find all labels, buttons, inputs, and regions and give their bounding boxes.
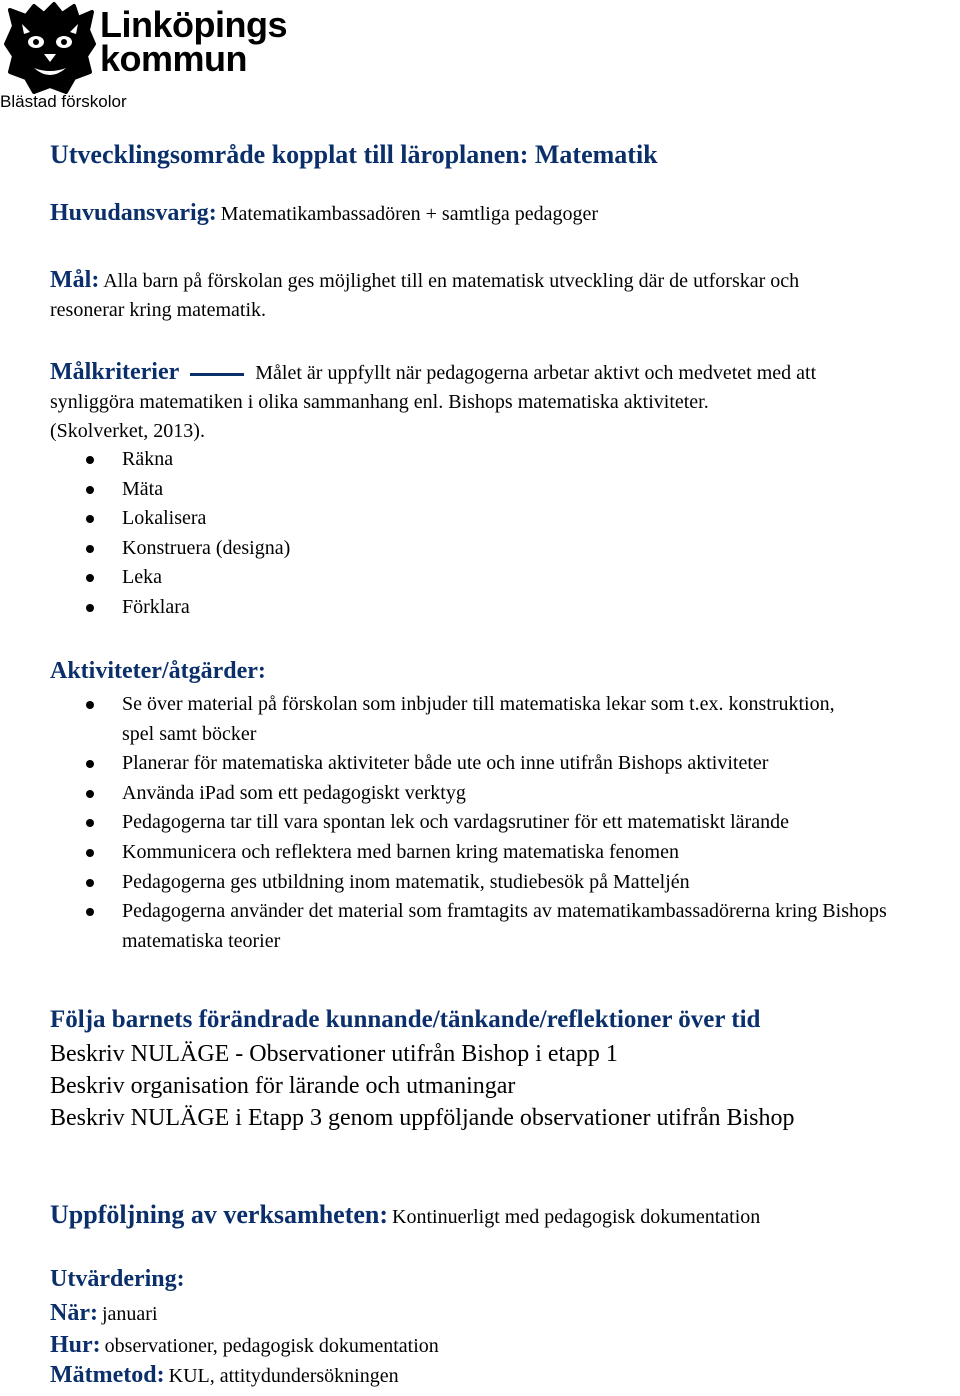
goal-block <box>50 266 954 325</box>
evaluation-when-row <box>50 1300 954 1327</box>
evaluation-method-row <box>50 1362 954 1389</box>
criteria-list-wrap <box>50 445 954 623</box>
list-item: Planerar för matematiska aktiviteter både ute och inne utifrån Bishops aktiviteter <box>50 749 960 779</box>
goal-label: Mål: <box>50 267 100 293</box>
list-item: Pedagogerna tar till vara spontan lek och vardagsrutiner för ett matematiskt lärande <box>50 808 960 838</box>
list-item: Räkna <box>50 445 954 475</box>
linkoping-lion-logo-icon <box>4 2 96 94</box>
evaluation-label: Utvärdering: <box>50 1266 185 1292</box>
followup-value: Kontinuerligt med pedagogisk dokumentation <box>392 1206 761 1228</box>
evaluation-when-label: När: <box>50 1300 98 1326</box>
list-item: Mäta <box>50 475 954 505</box>
criteria-line-1: Målet är uppfyllt när pedagogerna arbetar aktivt och medvetet med att <box>255 362 817 384</box>
goal-line-1: Alla barn på förskolan ges möjlighet till en matematisk utveckling där de utforskar och <box>103 270 800 292</box>
list-item: Leka <box>50 563 954 593</box>
responsible-label: Huvudansvarig: <box>50 200 217 226</box>
followup-row <box>50 1200 954 1230</box>
evaluation-method-value: KUL, attitydundersökningen <box>168 1365 399 1387</box>
page-title: Utvecklingsområde kopplat till läroplanen: Matematik <box>50 140 658 169</box>
follow-line-3: Beskriv NULÄGE i Etapp 3 genom uppföljande observationer utifrån Bishop <box>50 1105 795 1131</box>
activities-list-wrap <box>50 690 960 956</box>
list-item: Förklara <box>50 593 954 623</box>
responsible-value: Matematikambassadören + samtliga pedagoger <box>220 203 598 225</box>
criteria-label: Målkriterier <box>50 359 180 385</box>
evaluation-how-label: Hur: <box>50 1332 101 1358</box>
list-item: Pedagogerna ges utbildning inom matematik, studiebesök på Matteljén <box>50 868 960 898</box>
follow-line-2: Beskriv organisation för lärande och utmaningar <box>50 1073 516 1099</box>
criteria-list <box>50 445 954 623</box>
responsible-row <box>50 200 954 227</box>
list-item: Lokalisera <box>50 504 954 534</box>
school-name: Blästad förskolor <box>0 92 127 111</box>
follow-title: Följa barnets förändrade kunnande/tänkande/reflektioner över tid <box>50 1006 761 1033</box>
brand-line-1: Linköpings <box>100 4 287 45</box>
brand-line-2: kommun <box>100 38 248 79</box>
evaluation-how-row <box>50 1332 954 1359</box>
evaluation-how-value: observationer, pedagogisk dokumentation <box>104 1335 439 1357</box>
followup-label: Uppföljning av verksamheten: <box>50 1200 389 1229</box>
evaluation-when-value: januari <box>101 1303 158 1325</box>
activities-list <box>50 690 960 956</box>
criteria-dash <box>190 373 244 376</box>
list-item: Pedagogerna använder det material som framtagits av matematikambassadörerna kring Bishops matematiska teorier <box>50 897 960 956</box>
list-item: Använda iPad som ett pedagogiskt verktyg <box>50 779 960 809</box>
list-item: Kommunicera och reflektera med barnen kring matematiska fenomen <box>50 838 960 868</box>
list-item: Se över material på förskolan som inbjuder till matematiska lekar som t.ex. konstruktion, spel samt böcker <box>50 690 960 749</box>
list-item: Konstruera (designa) <box>50 534 954 564</box>
criteria-line-2: synliggöra matematiken i olika sammanhang enl. Bishops matematiska aktiviteter. <box>50 391 709 413</box>
criteria-block <box>50 358 954 446</box>
follow-line-1: Beskriv NULÄGE - Observationer utifrån Bishop i etapp 1 <box>50 1041 618 1067</box>
criteria-line-3: (Skolverket, 2013). <box>50 420 205 442</box>
activities-label: Aktiviteter/åtgärder: <box>50 658 266 684</box>
brand-name <box>100 4 287 79</box>
goal-line-2: resonerar kring matematik. <box>50 299 267 321</box>
evaluation-method-label: Mätmetod: <box>50 1362 165 1388</box>
